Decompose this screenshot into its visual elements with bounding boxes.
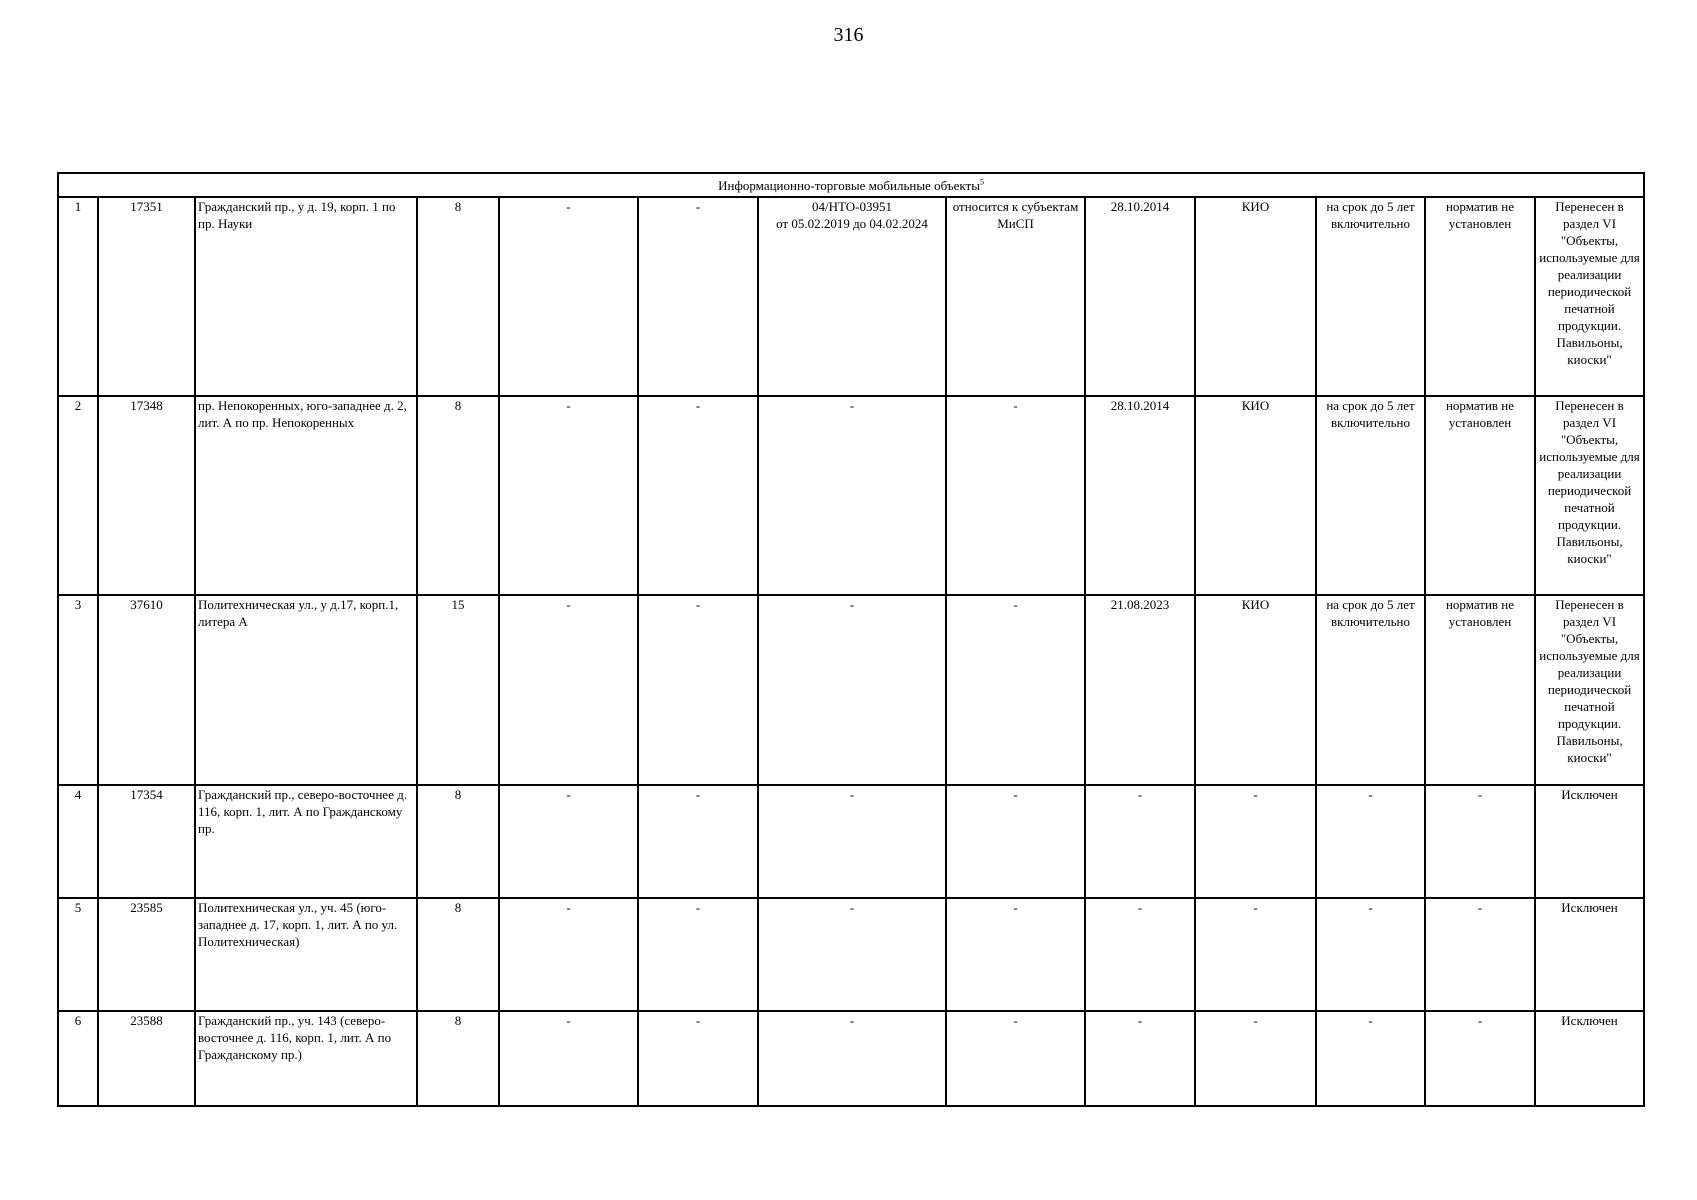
cell-area: 8 xyxy=(417,197,499,396)
cell-contract: - xyxy=(758,785,946,898)
cell-cell-col5: - xyxy=(499,595,638,785)
cell-address: пр. Непокоренных, юго-западнее д. 2, лит. А по пр. Непокоренных xyxy=(195,396,417,595)
cell-row-number: 1 xyxy=(58,197,98,396)
cell-note: Перенесен в раздел VI "Объекты, используемые для реализации периодической печатной продукции. Павильоны, киоски" xyxy=(1535,396,1644,595)
cell-note: Исключен xyxy=(1535,785,1644,898)
cell-address: Политехническая ул., уч. 45 (юго-западнее д. 17, корп. 1, лит. А по ул. Политехническая) xyxy=(195,898,417,1011)
cell-object-id: 23588 xyxy=(98,1011,195,1106)
cell-norm: - xyxy=(1425,898,1535,1011)
cell-note: Перенесен в раздел VI "Объекты, используемые для реализации периодической печатной продукции. Павильоны, киоски" xyxy=(1535,595,1644,785)
cell-area: 8 xyxy=(417,785,499,898)
cell-cell-col6: - xyxy=(638,197,758,396)
cell-area: 8 xyxy=(417,1011,499,1106)
cell-row-number: 4 xyxy=(58,785,98,898)
cell-object-id: 37610 xyxy=(98,595,195,785)
cell-organization: - xyxy=(1195,1011,1316,1106)
table-row xyxy=(58,898,1644,1011)
cell-note: Исключен xyxy=(1535,898,1644,1011)
cell-term: на срок до 5 лет включительно xyxy=(1316,396,1425,595)
cell-term: на срок до 5 лет включительно xyxy=(1316,197,1425,396)
cell-organization: КИО xyxy=(1195,396,1316,595)
cell-norm: норматив не установлен xyxy=(1425,396,1535,595)
cell-row-number: 2 xyxy=(58,396,98,595)
cell-norm: норматив не установлен xyxy=(1425,197,1535,396)
cell-note: Перенесен в раздел VI "Объекты, используемые для реализации периодической печатной продукции. Павильоны, киоски" xyxy=(1535,197,1644,396)
cell-contract: - xyxy=(758,595,946,785)
cell-category: - xyxy=(946,785,1085,898)
cell-category: - xyxy=(946,898,1085,1011)
cell-inclusion-date: - xyxy=(1085,1011,1195,1106)
cell-cell-col6: - xyxy=(638,785,758,898)
table-row xyxy=(58,197,1644,396)
cell-cell-col5: - xyxy=(499,197,638,396)
cell-cell-col6: - xyxy=(638,898,758,1011)
cell-contract: - xyxy=(758,1011,946,1106)
register-table xyxy=(57,172,1645,1107)
table-row xyxy=(58,396,1644,595)
cell-address: Гражданский пр., уч. 143 (северо-восточнее д. 116, корп. 1, лит. А по Гражданскому пр.) xyxy=(195,1011,417,1106)
cell-organization: - xyxy=(1195,898,1316,1011)
cell-area: 8 xyxy=(417,396,499,595)
cell-category: - xyxy=(946,595,1085,785)
section-title-cell xyxy=(58,173,1644,197)
cell-term: на срок до 5 лет включительно xyxy=(1316,595,1425,785)
cell-inclusion-date: 28.10.2014 xyxy=(1085,197,1195,396)
cell-object-id: 23585 xyxy=(98,898,195,1011)
cell-inclusion-date: - xyxy=(1085,898,1195,1011)
cell-contract: - xyxy=(758,898,946,1011)
table-body xyxy=(58,197,1644,1106)
cell-row-number: 6 xyxy=(58,1011,98,1106)
cell-row-number: 3 xyxy=(58,595,98,785)
table-row xyxy=(58,1011,1644,1106)
cell-term: - xyxy=(1316,785,1425,898)
cell-object-id: 17351 xyxy=(98,197,195,396)
cell-organization: КИО xyxy=(1195,595,1316,785)
cell-organization: КИО xyxy=(1195,197,1316,396)
cell-address: Гражданский пр., северо-восточнее д. 116, корп. 1, лит. А по Гражданскому пр. xyxy=(195,785,417,898)
cell-inclusion-date: 28.10.2014 xyxy=(1085,396,1195,595)
section-title: Информационно-торговые мобильные объекты xyxy=(718,177,980,193)
cell-cell-col5: - xyxy=(499,898,638,1011)
cell-area: 8 xyxy=(417,898,499,1011)
cell-category: относится к субъектам МиСП xyxy=(946,197,1085,396)
cell-cell-col6: - xyxy=(638,396,758,595)
table-row xyxy=(58,595,1644,785)
cell-address: Гражданский пр., у д. 19, корп. 1 по пр. Науки xyxy=(195,197,417,396)
cell-norm: - xyxy=(1425,785,1535,898)
cell-cell-col5: - xyxy=(499,1011,638,1106)
cell-organization: - xyxy=(1195,785,1316,898)
cell-term: - xyxy=(1316,898,1425,1011)
cell-category: - xyxy=(946,396,1085,595)
cell-row-number: 5 xyxy=(58,898,98,1011)
cell-address: Политехническая ул., у д.17, корп.1, литера А xyxy=(195,595,417,785)
page-number: 316 xyxy=(833,24,864,46)
cell-contract: - xyxy=(758,396,946,595)
section-header-row xyxy=(58,173,1644,197)
cell-area: 15 xyxy=(417,595,499,785)
cell-category: - xyxy=(946,1011,1085,1106)
cell-inclusion-date: 21.08.2023 xyxy=(1085,595,1195,785)
cell-inclusion-date: - xyxy=(1085,785,1195,898)
cell-cell-col5: - xyxy=(499,396,638,595)
cell-cell-col6: - xyxy=(638,1011,758,1106)
cell-object-id: 17354 xyxy=(98,785,195,898)
cell-term: - xyxy=(1316,1011,1425,1106)
cell-contract: 04/НТО-03951 от 05.02.2019 до 04.02.2024 xyxy=(758,197,946,396)
cell-object-id: 17348 xyxy=(98,396,195,595)
cell-cell-col6: - xyxy=(638,595,758,785)
cell-norm: - xyxy=(1425,1011,1535,1106)
cell-cell-col5: - xyxy=(499,785,638,898)
cell-norm: норматив не установлен xyxy=(1425,595,1535,785)
cell-note: Исключен xyxy=(1535,1011,1644,1106)
table-row xyxy=(58,785,1644,898)
footnote-mark: 5 xyxy=(979,177,984,187)
